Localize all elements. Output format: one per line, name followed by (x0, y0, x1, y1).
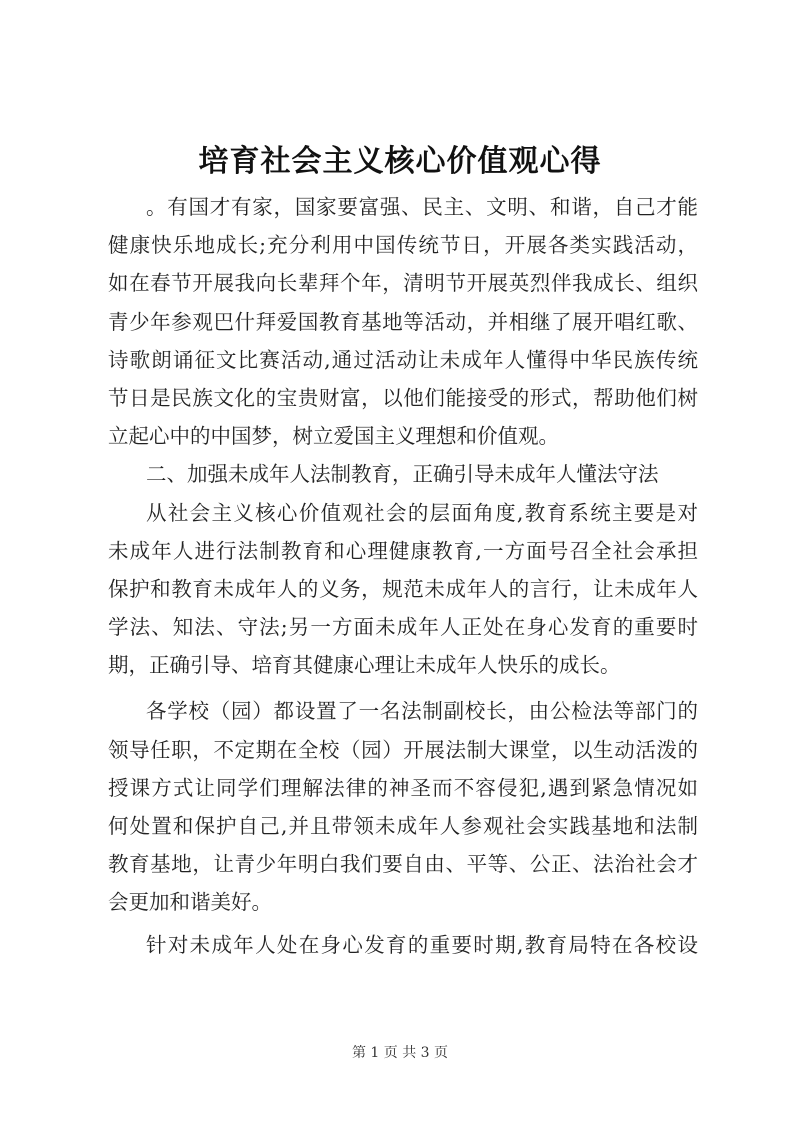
paragraph-3 (108, 692, 698, 921)
text-line: 各学校（园）都设置了一名法制副校长，由公检法等部门的 (146, 699, 698, 724)
text-line: 未成年人进行法制教育和心理健康教育,一方面号召全社会承担 (108, 538, 698, 563)
text-line: 期，正确引导、培育其健康心理让未成年人快乐的成长。 (108, 653, 621, 678)
text-line: 。有国才有家，国家要富强、民主、文明、和谐，自己才能 (146, 195, 698, 219)
page-footer: 第 1 页 共 3 页 (351, 1045, 449, 1061)
text-line: 学法、知法、守法;另一方面未成年人正处在身心发育的重要时 (108, 615, 698, 640)
text-line: 保护和教育未成年人的义务，规范未成年人的言行，让未成年人 (108, 576, 698, 601)
paragraph-4 (108, 926, 698, 964)
text-line: 如在春节开展我向长辈拜个年，清明节开展英烈伴我成长、组织 (108, 271, 698, 296)
text-line: 从社会主义核心价值观社会的层面角度,教育系统主要是对 (146, 500, 698, 525)
text-line: 教育基地，让青少年明白我们要自由、平等、公正、法治社会才 (108, 852, 698, 877)
text-line: 二、加强未成年人法制教育，正确引导未成年人懂法守法 (146, 462, 659, 487)
text-line: 立起心中的中国梦，树立爱国主义理想和价值观。 (108, 424, 559, 449)
paragraph-2 (108, 494, 698, 685)
section-heading (108, 455, 698, 493)
text-line: 何处置和保护自己,并且带领未成年人参观社会实践基地和法制 (108, 814, 698, 838)
paragraph-1 (108, 188, 698, 455)
text-line: 诗歌朗诵征文比赛活动,通过活动让未成年人懂得中华民族传统 (108, 347, 698, 372)
text-line: 授课方式让同学们理解法律的神圣而不容侵犯,遇到紧急情况如 (108, 775, 698, 800)
text-line: 青少年参观巴什拜爱国教育基地等活动，并相继了展开唱红歌、 (108, 309, 698, 334)
document-body (108, 188, 698, 964)
document-title: 培育社会主义核心价值观心得 (198, 144, 602, 179)
text-line: 针对未成年人处在身心发育的重要时期,教育局特在各校设 (146, 932, 698, 957)
text-line: 健康快乐地成长;充分利用中国传统节日，开展各类实践活动， (108, 233, 698, 258)
text-line: 节日是民族文化的宝贵财富，以他们能接受的形式，帮助他们树 (108, 385, 698, 410)
text-line: 领导任职，不定期在全校（园）开展法制大课堂，以生动活泼的 (108, 737, 698, 762)
text-line: 会更加和谐美好。 (108, 890, 272, 915)
